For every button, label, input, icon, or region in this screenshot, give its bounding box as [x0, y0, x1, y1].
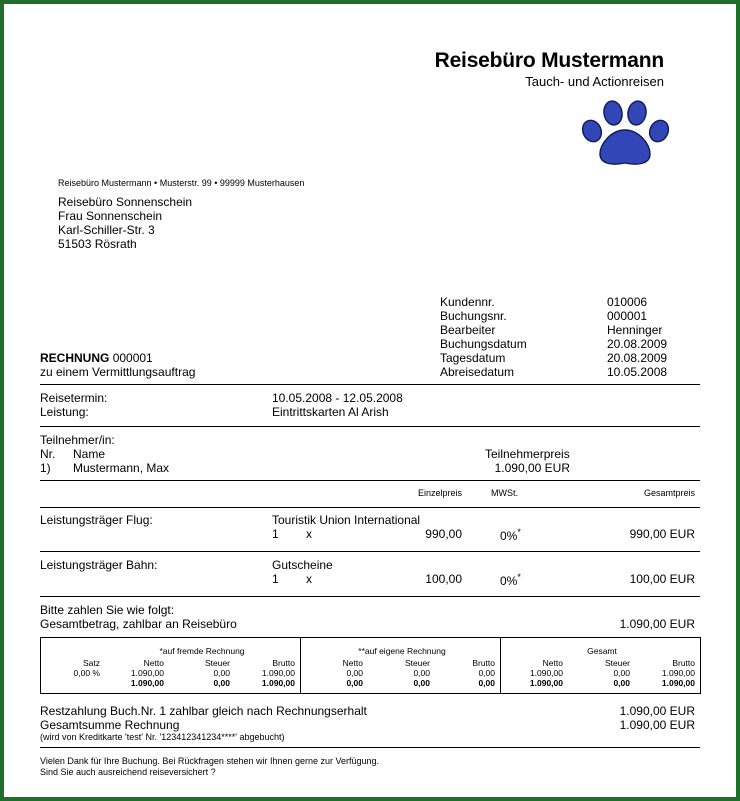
item-x: x [306, 572, 312, 586]
info-value-today: 20.08.2009 [607, 351, 668, 365]
participant-name: Mustermann, Max [73, 461, 170, 475]
item-provider: Touristik Union International [272, 513, 421, 527]
item-vat-mark: * [517, 527, 521, 537]
tax-netto: 1.090,00 [529, 668, 563, 678]
divider [300, 637, 301, 694]
summary-total-amount: 1.090,00 EUR [619, 718, 695, 732]
tax-col-brutto: Brutto [472, 658, 495, 668]
tax-col-netto: Netto [542, 658, 563, 668]
tax-brutto: 1.090,00 [261, 668, 295, 678]
item-vat-mark: * [517, 572, 521, 582]
tax-netto-sum: 0,00 [346, 678, 363, 688]
tax-brutto: 0,00 [478, 668, 495, 678]
participants-heading: Teilnehmer/in: [40, 433, 115, 447]
participant-price: 1.090,00 EUR [494, 461, 570, 475]
invoice-title [40, 351, 153, 365]
tax-netto-sum: 1.090,00 [529, 678, 563, 688]
tax-steuer-sum: 0,00 [613, 678, 630, 688]
summary-balance-label: Restzahlung Buch.Nr. 1 zahlbar gleich nach Rechnungserhalt [40, 704, 367, 718]
tax-steuer: 0,00 [613, 668, 630, 678]
recipient-contact: Frau Sonnenschein [58, 209, 163, 223]
item-total: 990,00 EUR [629, 527, 695, 541]
tax-steuer: 0,00 [213, 668, 230, 678]
tax-col-steuer: Steuer [204, 658, 230, 668]
participants-col-name: Name [73, 447, 106, 461]
invoice-number: 000001 [112, 351, 153, 365]
info-label-booking: Buchungsnr. [440, 309, 507, 323]
travel-service-label: Leistung: [40, 405, 89, 419]
recipient-company: Reisebüro Sonnenschein [58, 195, 193, 209]
info-label-agent: Bearbeiter [440, 323, 496, 337]
tax-col-netto: Netto [342, 658, 363, 668]
travel-service-value: Eintrittskarten Al Arish [272, 405, 389, 419]
payment-total-label: Gesamtbetrag, zahlbar an Reisebüro [40, 617, 237, 631]
info-label-booking-date: Buchungsdatum [440, 337, 527, 351]
info-label-today: Tagesdatum [440, 351, 506, 365]
col-vat: MWSt. [491, 488, 518, 498]
tax-brutto-sum: 0,00 [478, 678, 495, 688]
summary-card-note: (wird von Kreditkarte 'test' Nr. '123412341234****' abgebucht) [40, 732, 285, 742]
tax-col-steuer: Steuer [604, 658, 630, 668]
info-value-booking-date: 20.08.2009 [607, 337, 668, 351]
tax-group-title: *auf fremde Rechnung [159, 646, 245, 656]
item-qty: 1 [272, 572, 279, 586]
participants-col-price: Teilnehmerpreis [485, 447, 570, 461]
divider [40, 426, 700, 427]
company-tagline: Tauch- und Actionreisen [525, 74, 664, 89]
item-vat-value: 0% [500, 574, 518, 588]
payment-total-amount: 1.090,00 EUR [619, 617, 695, 631]
paw-icon [578, 99, 672, 169]
item-vat [500, 527, 521, 543]
info-label-departure: Abreisedatum [440, 365, 515, 379]
info-value-booking: 000001 [607, 309, 648, 323]
item-unit-price: 990,00 [425, 527, 462, 541]
item-vat-value: 0% [500, 529, 518, 543]
tax-group-title: **auf eigene Rechnung [358, 646, 446, 656]
tax-brutto-sum: 1.090,00 [661, 678, 695, 688]
footer-insurance: Sind Sie auch ausreichend reiseversichert ? [40, 767, 216, 777]
footer-thanks: Vielen Dank für Ihre Buchung. Bei Rückfragen stehen wir Ihnen gerne zur Verfügung. [40, 756, 380, 766]
divider [500, 637, 501, 694]
tax-steuer-sum: 0,00 [213, 678, 230, 688]
col-total: Gesamtpreis [643, 488, 695, 498]
recipient-city: 51503 Rösrath [58, 237, 137, 251]
item-unit-price: 100,00 [425, 572, 462, 586]
divider [40, 507, 700, 508]
tax-col-brutto: Brutto [672, 658, 695, 668]
info-label-customer: Kundennr. [440, 295, 495, 309]
summary-total-label: Gesamtsumme Rechnung [40, 718, 180, 732]
divider [40, 596, 700, 597]
divider [40, 384, 700, 385]
item-vat [500, 572, 521, 588]
recipient-street: Karl-Schiller-Str. 3 [58, 223, 155, 237]
item-x: x [306, 527, 312, 541]
tax-netto-sum: 1.090,00 [130, 678, 164, 688]
tax-netto: 0,00 [346, 668, 363, 678]
divider [40, 551, 700, 552]
company-name: Reisebüro Mustermann [434, 49, 664, 72]
participant-nr: 1) [40, 461, 51, 475]
info-value-agent: Henninger [607, 323, 663, 337]
item-carrier: Leistungsträger Bahn: [40, 558, 158, 572]
info-value-customer: 010006 [607, 295, 648, 309]
payment-instruction: Bitte zahlen Sie wie folgt: [40, 603, 175, 617]
col-unit-price: Einzelpreis [417, 488, 462, 498]
info-value-departure: 10.05.2008 [607, 365, 668, 379]
sender-line: Reisebüro Mustermann • Musterstr. 99 • 99999 Musterhausen [58, 178, 305, 188]
invoice-title-word: RECHNUNG [40, 351, 110, 365]
tax-col-steuer: Steuer [404, 658, 430, 668]
tax-col-brutto: Brutto [272, 658, 295, 668]
tax-netto: 1.090,00 [130, 668, 164, 678]
item-carrier: Leistungsträger Flug: [40, 513, 153, 527]
tax-steuer-sum: 0,00 [413, 678, 430, 688]
travel-date-label: Reisetermin: [40, 391, 108, 405]
tax-rate: 0,00 % [73, 668, 100, 678]
participants-col-nr: Nr. [40, 447, 56, 461]
tax-group-title: Gesamt [587, 646, 617, 656]
invoice-subtitle: zu einem Vermittlungsauftrag [40, 365, 196, 379]
summary-balance-amount: 1.090,00 EUR [619, 704, 695, 718]
tax-col-netto: Netto [143, 658, 164, 668]
tax-steuer: 0,00 [413, 668, 430, 678]
tax-rate-header: Satz [82, 658, 100, 668]
item-qty: 1 [272, 527, 279, 541]
item-total: 100,00 EUR [629, 572, 695, 586]
divider [40, 747, 700, 748]
item-provider: Gutscheine [272, 558, 333, 572]
travel-date-value: 10.05.2008 - 12.05.2008 [272, 391, 403, 405]
tax-brutto: 1.090,00 [661, 668, 695, 678]
divider [40, 480, 700, 481]
tax-brutto-sum: 1.090,00 [261, 678, 295, 688]
